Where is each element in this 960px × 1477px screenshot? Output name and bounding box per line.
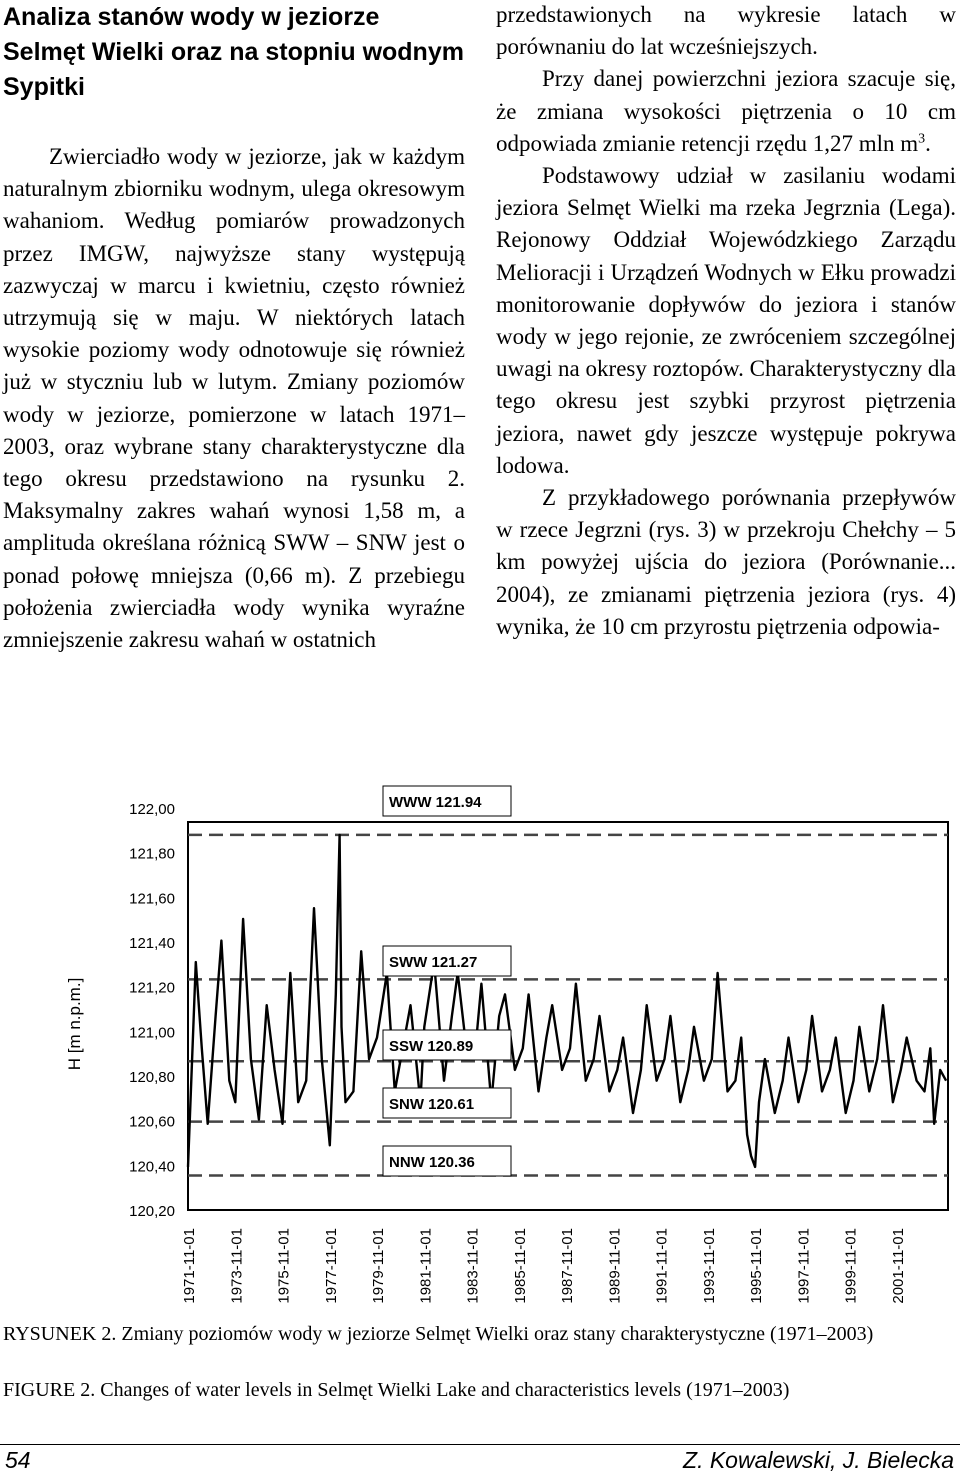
- water-level-series-line: [188, 835, 946, 1167]
- page-number: 54: [5, 1447, 31, 1473]
- footer-authors: Z. Kowalewski, J. Bielecka: [683, 1447, 954, 1473]
- retention-superscript: 3: [918, 131, 926, 147]
- right-paragraph-inflow: Podstawowy udział w zasilaniu wodami jeziora Selmęt Wielki ma rzeka Jegrznia (Lega). Rejonowy Oddział Wojewódzkiego Zarządu Melioracji i Urządzeń Wodnych w Ełku prowadzi monitorowanie dopływów do jeziora i stanów wody w jego rejonie, ze zwróceniem szczególnej uwagi na okresy roztopów. Charakterystyczny dla tego okresu jest szybki przyrost piętrzenia jeziora, nawet gdy jeszcze występuje pokrywa lodowa.: [496, 163, 956, 478]
- y-tick-label: 121,00: [129, 1024, 175, 1042]
- reference-annotation-label: NNW 120.36: [389, 1154, 475, 1171]
- x-tick-label: 1985-11-01: [511, 1228, 529, 1304]
- retention-text: Przy danej powierzchni jeziora szacuje się, że zmiana wysokości piętrzenia o 10 cm odpowiada zmianie retencji rzędu 1,27 mln m: [496, 66, 956, 156]
- right-paragraph-continued: przedstawionych na wykresie latach w porównaniu do lat wcześniejszych.: [496, 2, 956, 60]
- x-tick-label: 1995-11-01: [748, 1228, 766, 1304]
- reference-annotation-label: SSW 120.89: [389, 1038, 474, 1055]
- x-tick-label: 1973-11-01: [228, 1228, 246, 1304]
- y-tick-label: 120,40: [129, 1158, 175, 1176]
- y-tick-label: 121,40: [129, 935, 175, 952]
- reference-annotation-label: WWW 121.94: [389, 794, 482, 811]
- y-axis-label: H [m n.p.m.]: [65, 977, 84, 1071]
- retention-end: .: [925, 130, 931, 156]
- water-level-chart: [0, 778, 960, 1318]
- x-tick-label: 1979-11-01: [370, 1228, 388, 1304]
- y-tick-labels: [129, 801, 175, 1220]
- x-tick-label: 1971-11-01: [181, 1228, 198, 1304]
- article-heading: Analiza stanów wody w jeziorze Selmęt Wielki oraz na stopniu wodnym Sypitki: [3, 3, 464, 101]
- figure-caption-english: FIGURE 2. Changes of water levels in Selmęt Wielki Lake and characteristics levels (1971–2003): [3, 1379, 790, 1401]
- reference-annotation-label: SWW 121.27: [389, 954, 478, 971]
- reference-annotation-label: SNW 120.61: [389, 1096, 475, 1113]
- y-axis-label-group: [65, 978, 84, 1071]
- reference-lines: [188, 835, 948, 1176]
- x-tick-label: 1999-11-01: [842, 1228, 860, 1304]
- y-tick-label: 120,80: [129, 1069, 175, 1086]
- water-level-figure: [0, 778, 960, 1318]
- y-tick-label: 121,60: [129, 890, 175, 908]
- y-tick-label: 121,20: [129, 979, 175, 997]
- x-tick-label: 1977-11-01: [322, 1228, 340, 1304]
- x-tick-label: 1989-11-01: [606, 1228, 624, 1304]
- left-paragraph: Zwierciadło wody w jeziorze, jak w każdym naturalnym zbiorniku wodnym, ulega okresowym wahaniom. Według pomiarów prowadzonych przez IMGW, najwyższe stany występują zazwyczaj w marcu i kwietniu, często również utrzymują się w maju. W niektórych latach wysokie poziomy wody odnotowuje się również już w styczniu lub w lutym. Zmiany poziomów wody w jeziorze, pomierzone w latach 1971–2003, oraz wybrane stany charakterystyczne dla tego okresu przedstawiono na rysunku 2. Maksymalny zakres wahań wynosi 1,58 m, a amplituda określana różnicą SWW – SNW jest o ponad połowę mniejsza (0,66 m). Z przebiegu położenia zwierciadła wody wynika wyraźne zmniejszenie zakresu wahań w ostatnich: [3, 144, 465, 653]
- x-tick-labels: [181, 1228, 907, 1304]
- x-tick-label: 1997-11-01: [795, 1228, 813, 1304]
- right-column: [496, 0, 956, 643]
- x-tick-label: 1987-11-01: [559, 1228, 577, 1304]
- plot-frame: [188, 822, 948, 1210]
- x-tick-label: 1993-11-01: [700, 1228, 718, 1304]
- figure-caption-polish: RYSUNEK 2. Zmiany poziomów wody w jeziorze Selmęt Wielki oraz stany charakterystyczne (1971–2003): [3, 1323, 874, 1345]
- right-paragraph-retention: [496, 63, 956, 160]
- y-tick-label: 120,60: [129, 1113, 175, 1131]
- x-tick-label: 1983-11-01: [464, 1228, 482, 1304]
- y-tick-label: 120,20: [129, 1203, 175, 1220]
- x-tick-label: 2001-11-01: [889, 1228, 907, 1304]
- page-footer: [0, 1444, 960, 1474]
- y-tick-label: 121,80: [129, 845, 175, 863]
- left-column: [3, 0, 465, 656]
- right-paragraph-comparison: Z przykładowego porównania przepływów w rzece Jegrzni (rys. 3) w przekroju Chełchy – 5 km powyżej ujścia do jeziora (Porównanie... 2004), ze zmianami piętrzenia jeziora (rys. 4) wynika, że 10 cm przyrostu piętrzenia odpowia-: [496, 485, 956, 639]
- footer-rule: [0, 1444, 960, 1445]
- series-group: [188, 835, 946, 1167]
- x-tick-label: 1975-11-01: [275, 1228, 293, 1304]
- reference-annotations: [383, 786, 511, 1176]
- x-tick-label: 1991-11-01: [653, 1228, 671, 1304]
- x-tick-label: 1981-11-01: [417, 1228, 435, 1304]
- y-tick-label: 122,00: [129, 801, 175, 818]
